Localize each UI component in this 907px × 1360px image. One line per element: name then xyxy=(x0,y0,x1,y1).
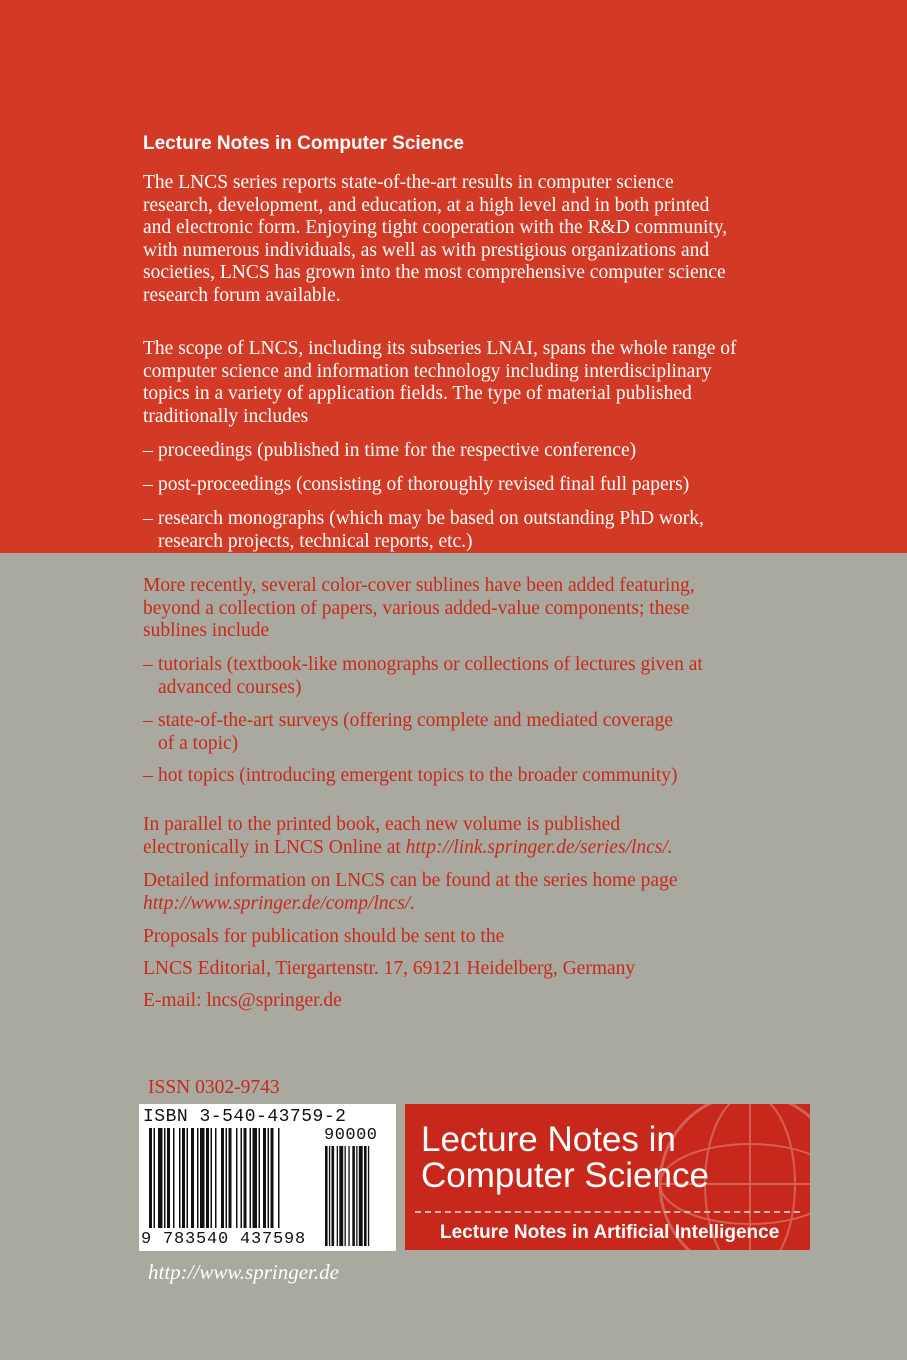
scope-paragraph xyxy=(143,338,737,428)
list-item-text: hot topics (introducing emergent topics to the broader community) xyxy=(158,765,678,786)
email-text[interactable]: E-mail: lncs@springer.de xyxy=(143,990,342,1011)
list-item-post-proceedings xyxy=(143,474,689,497)
list-item-tutorials xyxy=(143,654,703,699)
list-item-text: advanced courses) xyxy=(158,676,302,698)
issn-text: ISSN 0302-9743 xyxy=(148,1077,280,1098)
intro-line: and electronic form. Enjoying tight cooperation with the R&D community, xyxy=(143,217,728,238)
list-dash: – xyxy=(143,765,153,786)
intro-line: research forum available. xyxy=(143,284,341,306)
isbn-label: ISBN 3-540-43759-2 xyxy=(143,1107,347,1127)
ean-number: 9 783540 437598 xyxy=(141,1230,307,1249)
isbn-barcode xyxy=(139,1104,396,1251)
intro-line: research, development, and education, at a high level and in both printed xyxy=(143,194,710,216)
info-line: Detailed information on LNCS can be found at the series home page xyxy=(143,870,678,891)
barcode-addon-number: 90000 xyxy=(324,1126,378,1145)
series-logo-badge xyxy=(405,1104,810,1250)
intro-paragraph xyxy=(143,172,727,307)
list-dash: – xyxy=(143,508,153,529)
proposals-text: Proposals for publication should be sent to the xyxy=(143,926,505,947)
online-line xyxy=(143,837,673,860)
intro-line: societies, LNCS has grown into the most comprehensive computer science xyxy=(143,262,726,283)
list-item-text: of a topic) xyxy=(158,732,239,754)
list-dash: – xyxy=(143,654,153,675)
series-heading: Lecture Notes in Computer Science xyxy=(143,133,464,154)
sublines-line: beyond a collection of papers, various added-value components; these xyxy=(143,597,690,619)
list-item-surveys xyxy=(143,710,673,755)
list-item-text: research monographs (which may be based on outstanding PhD work, xyxy=(158,508,704,529)
badge-divider xyxy=(415,1211,800,1213)
sublines-paragraph xyxy=(143,575,695,643)
sublines-line: More recently, several color-cover sublines have been added featuring, xyxy=(143,575,695,596)
lncs-online-link[interactable]: http://link.springer.de/series/lncs/. xyxy=(405,836,673,858)
info-paragraph xyxy=(143,870,677,915)
scope-line: topics in a variety of application fields. The type of material published xyxy=(143,383,692,404)
series-homepage-link[interactable]: http://www.springer.de/comp/lncs/. xyxy=(143,892,416,914)
list-item-hot-topics xyxy=(143,765,678,788)
badge-title-line: Lecture Notes in xyxy=(421,1120,676,1159)
list-item-proceedings xyxy=(143,440,636,463)
scope-line: The scope of LNCS, including its subseries LNAI, spans the whole range of xyxy=(143,338,737,359)
springer-url[interactable]: http://www.springer.de xyxy=(148,1260,339,1284)
badge-title xyxy=(421,1122,709,1194)
list-item-text: post-proceedings (consisting of thoroughly revised final full papers) xyxy=(158,474,690,495)
list-dash: – xyxy=(143,474,153,495)
online-line: In parallel to the printed book, each new volume is published xyxy=(143,814,621,835)
list-item-text: proceedings (published in time for the respective conference) xyxy=(158,440,637,461)
badge-subtitle: Lecture Notes in Artificial Intelligence xyxy=(440,1222,780,1243)
editorial-address: LNCS Editorial, Tiergartenstr. 17, 69121 Heidelberg, Germany xyxy=(143,958,636,979)
list-dash: – xyxy=(143,440,153,461)
online-paragraph xyxy=(143,814,673,859)
barcode-bars xyxy=(139,1104,396,1251)
intro-line: The LNCS series reports state-of-the-art results in computer science xyxy=(143,172,674,193)
list-item-text: tutorials (textbook-like monographs or collections of lectures given at xyxy=(158,654,703,675)
scope-line: computer science and information technology including interdisciplinary xyxy=(143,360,712,382)
list-item-text: state-of-the-art surveys (offering complete and mediated coverage xyxy=(158,710,674,731)
intro-line: with numerous individuals, as well as with prestigious organizations and xyxy=(143,239,710,261)
scope-line: traditionally includes xyxy=(143,405,309,427)
list-item-monographs xyxy=(143,508,704,553)
list-dash: – xyxy=(143,710,153,731)
online-prefix: electronically in LNCS Online at xyxy=(143,836,406,858)
sublines-line: sublines include xyxy=(143,620,270,641)
list-item-text: research projects, technical reports, etc.) xyxy=(158,530,473,552)
badge-title-line: Computer Science xyxy=(421,1156,709,1195)
